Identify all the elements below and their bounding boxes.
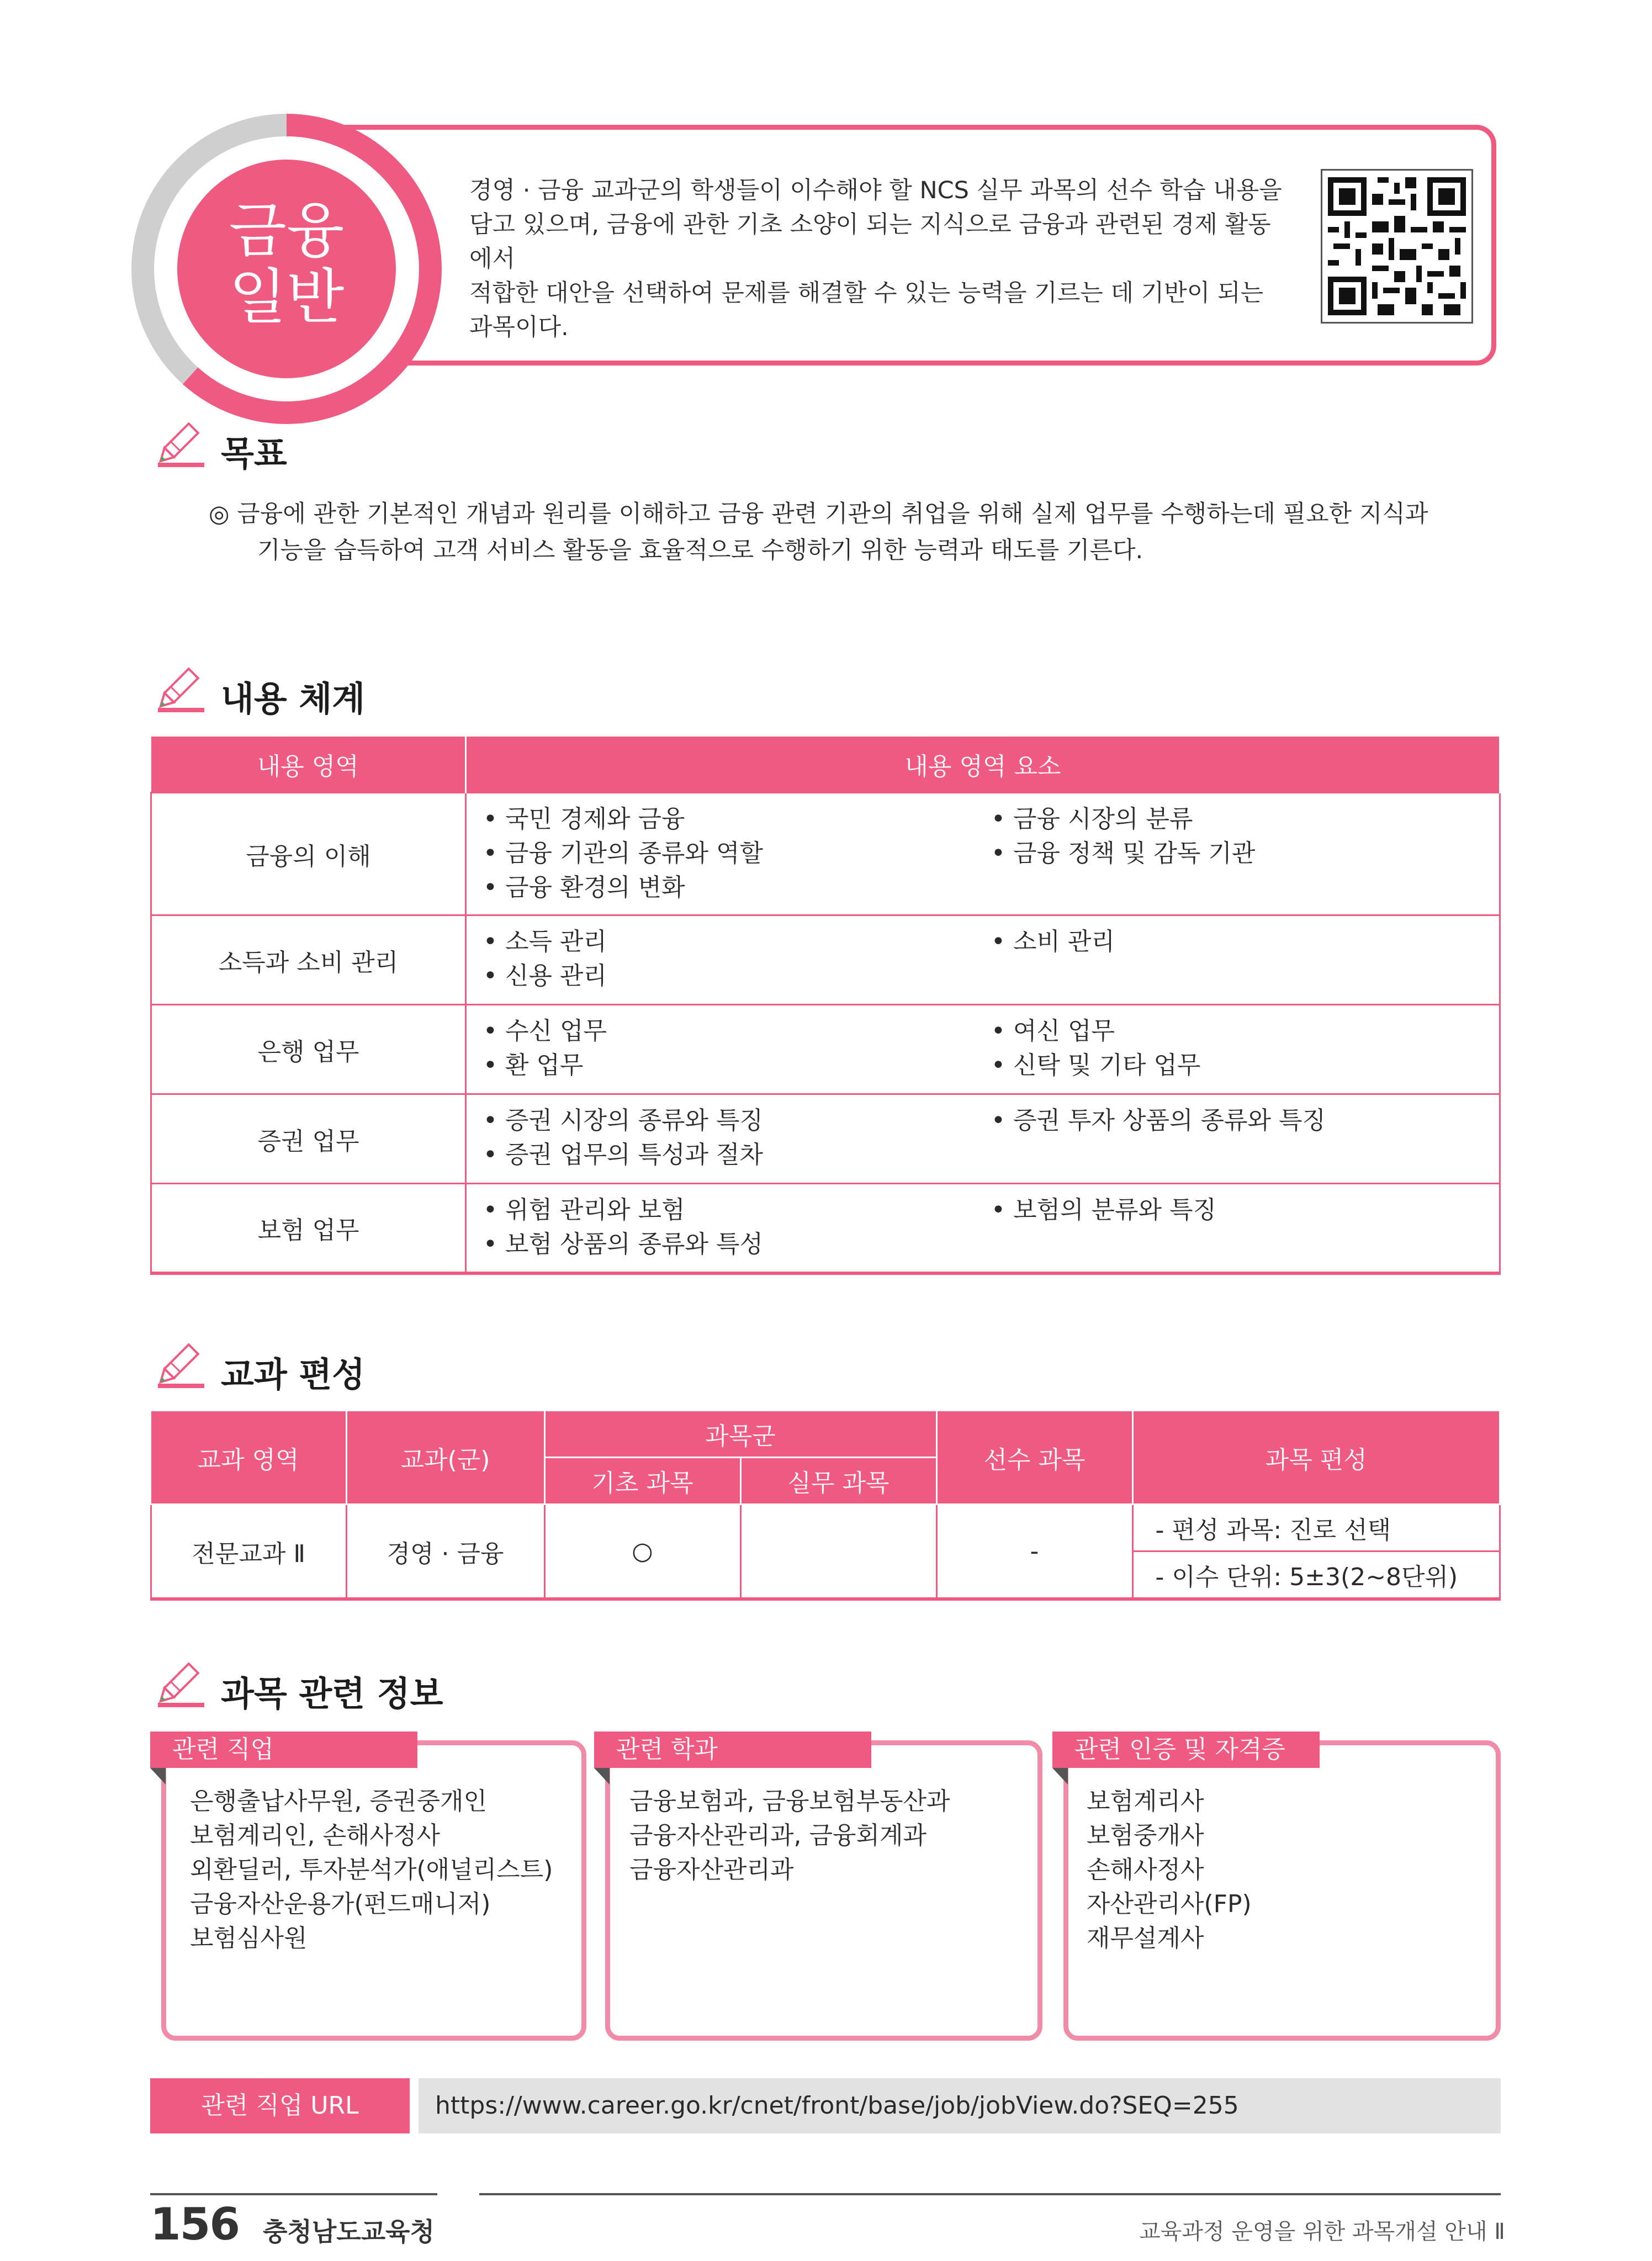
badge-line-2: 일반: [229, 263, 345, 332]
table-header-row: [151, 1411, 1500, 1458]
subject-badge: [177, 160, 396, 378]
table-row: [151, 915, 1500, 1005]
list-item: 보험중개사: [1087, 1821, 1204, 1850]
qr-code[interactable]: [1321, 169, 1473, 324]
job-url-link[interactable]: https://www.career.go.kr/cnet/front/base/job/jobView.do?SEQ=255: [419, 2078, 1501, 2133]
element-item: • 신탁 및 기타 업무: [991, 1049, 1499, 1083]
elements-cell: [466, 793, 1500, 915]
element-item: • 보험의 분류와 특징: [991, 1193, 1499, 1227]
list-item: 보험심사원: [190, 1924, 308, 1952]
footer-divider: [150, 2193, 437, 2195]
content-system-table: [150, 737, 1501, 1275]
column-header: 내용 영역: [151, 737, 466, 793]
element-item: • 증권 시장의 종류와 특징: [483, 1104, 991, 1138]
practical-cell: [740, 1505, 936, 1600]
element-item: • 증권 투자 상품의 종류와 특징: [991, 1104, 1499, 1138]
list-item: 금융보험과, 금융보험부동산과: [629, 1787, 950, 1815]
related-departments-label: 관련 학과: [594, 1732, 871, 1768]
element-item: • 금융 시장의 분류: [991, 802, 1499, 836]
section-title: 과목 관련 정보: [221, 1674, 443, 1714]
section-title: 내용 체계: [221, 679, 366, 719]
element-item: • 수신 업무: [483, 1014, 991, 1049]
job-url-label: 관련 직업 URL: [150, 2078, 410, 2133]
related-jobs-list: [190, 1785, 553, 1956]
pencil-icon: [149, 660, 210, 721]
area-cell: 금융의 이해: [151, 793, 466, 915]
table-row: [151, 1505, 1500, 1552]
column-header: 기초 과목: [544, 1458, 740, 1505]
column-header: 실무 과목: [740, 1458, 936, 1505]
footer-divider: [479, 2193, 1501, 2195]
prereq-cell: -: [936, 1505, 1132, 1600]
basic-cell: ○: [544, 1505, 740, 1600]
element-item: • 환 업무: [483, 1049, 991, 1083]
list-item: 금융자산운용가(펀드매니저): [190, 1890, 491, 1918]
pencil-icon: [149, 1655, 210, 1716]
column-header: 과목 편성: [1132, 1411, 1500, 1505]
intro-line: 담고 있으며, 금융에 관한 기초 소양이 되는 지식으로 금융과 관련된 경제 활동에서: [469, 211, 1271, 273]
composition-cell: - 편성 과목: 진로 선택: [1132, 1505, 1500, 1552]
related-certs-label: 관련 인증 및 자격증: [1052, 1732, 1320, 1768]
table-row: [151, 1094, 1500, 1184]
element-item: • 여신 업무: [991, 1014, 1499, 1049]
intro-line: 과목이다.: [469, 314, 569, 341]
intro-text: [469, 173, 1286, 345]
related-certs-list: [1087, 1785, 1252, 1956]
list-item: 손해사정사: [1087, 1856, 1204, 1884]
tab-fold: [1052, 1768, 1068, 1785]
table-row: [151, 793, 1500, 915]
elements-cell: [466, 1094, 1500, 1184]
list-item: 보험계리인, 손해사정사: [190, 1821, 441, 1850]
page-number: 156: [150, 2199, 239, 2250]
elements-cell: [466, 915, 1500, 1005]
area-cell: 소득과 소비 관리: [151, 915, 466, 1005]
tab-fold: [150, 1768, 166, 1785]
badge-line-1: 금융: [229, 197, 345, 266]
list-item: 외환딜러, 투자분석가(애널리스트): [190, 1856, 553, 1884]
subject-cell: 경영 · 금융: [346, 1505, 544, 1600]
element-item: • 금융 환경의 변화: [483, 871, 991, 905]
pencil-icon: [149, 415, 210, 476]
intro-line: 적합한 대안을 선택하여 문제를 해결할 수 있는 능력을 기르는 데 기반이 되는: [469, 279, 1264, 307]
area-cell: 증권 업무: [151, 1094, 466, 1184]
related-jobs-label: 관련 직업: [150, 1732, 417, 1768]
list-item: 금융자산관리과, 금융회계과: [629, 1821, 927, 1850]
tab-fold: [594, 1768, 610, 1785]
pencil-icon: [149, 1336, 210, 1397]
section-title: 교과 편성: [221, 1354, 366, 1395]
column-header: 과목군: [544, 1411, 936, 1458]
list-item: 금융자산관리과: [629, 1856, 794, 1884]
area-cell: 전문교과 Ⅱ: [151, 1505, 347, 1600]
element-item: • 국민 경제와 금융: [483, 802, 991, 836]
area-cell: 은행 업무: [151, 1005, 466, 1094]
column-header: 내용 영역 요소: [466, 737, 1500, 793]
section-title: 목표: [221, 433, 287, 474]
goal-text: [209, 496, 1501, 569]
list-item: 은행출납사무원, 증권중개인: [190, 1787, 488, 1815]
element-item: • 소득 관리: [483, 925, 991, 959]
element-item: • 증권 업무의 특성과 절차: [483, 1138, 991, 1172]
column-header: 교과 영역: [151, 1411, 347, 1505]
list-item: 재무설계사: [1087, 1924, 1204, 1952]
related-departments-list: [629, 1785, 950, 1887]
elements-cell: [466, 1005, 1500, 1094]
element-item: • 보험 상품의 종류와 특성: [483, 1227, 991, 1262]
goal-line-1: ◎ 금융에 관한 기본적인 개념과 원리를 이해하고 금융 관련 기관의 취업을 위해 실제 업무를 수행하는데 필요한 지식과: [209, 500, 1428, 528]
elements-cell: [466, 1184, 1500, 1273]
column-header: 선수 과목: [936, 1411, 1132, 1505]
table-row: [151, 1005, 1500, 1094]
area-cell: 보험 업무: [151, 1184, 466, 1273]
goal-line-2: 기능을 습득하여 고객 서비스 활동을 효율적으로 수행하기 위한 능력과 태도를 기른다.: [257, 537, 1143, 564]
column-header: 교과(군): [346, 1411, 544, 1505]
list-item: 보험계리사: [1087, 1787, 1204, 1815]
document-title: 교육과정 운영을 위한 과목개설 안내 Ⅱ: [1139, 2219, 1505, 2244]
element-item: • 위험 관리와 보험: [483, 1193, 991, 1227]
element-item: • 소비 관리: [991, 925, 1499, 959]
composition-cell: - 이수 단위: 5±3(2~8단위): [1132, 1552, 1500, 1600]
curriculum-table: [150, 1411, 1501, 1601]
list-item: 자산관리사(FP): [1087, 1890, 1252, 1918]
organization-name: 충청남도교육청: [263, 2217, 435, 2247]
table-row: [151, 1184, 1500, 1273]
element-item: • 금융 기관의 종류와 역할: [483, 836, 991, 871]
element-item: • 신용 관리: [483, 959, 991, 993]
intro-line: 경영 · 금융 교과군의 학생들이 이수해야 할 NCS 실무 과목의 선수 학습 내용을: [469, 177, 1282, 204]
element-item: • 금융 정책 및 감독 기관: [991, 836, 1499, 871]
table-header-row: [151, 737, 1500, 793]
